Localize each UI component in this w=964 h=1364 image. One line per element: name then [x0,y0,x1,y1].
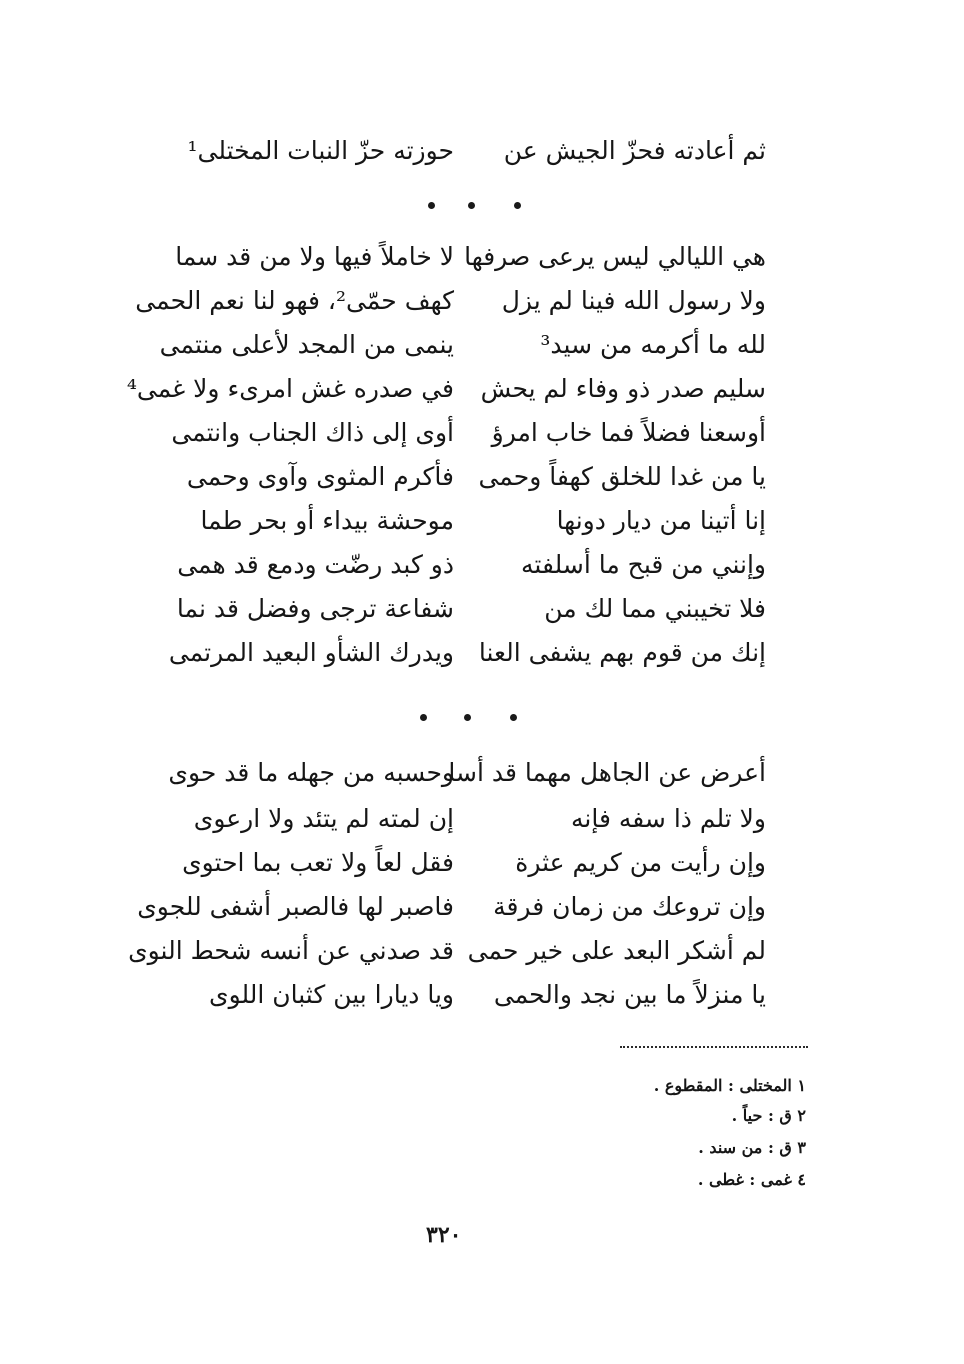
verse-right-hemistich: ولا تلم ذا سفه فإنه [571,804,766,833]
page-number: ٣٢٠ [426,1222,462,1248]
section-divider [400,710,560,726]
verse-right-hemistich: لله ما أكرمه من سيد³ [540,330,766,359]
opening-verse-right-hemistich: ثم أعادته فحزّ الجيش عن [503,136,766,165]
verse-right-hemistich: سليم صدر ذو وفاء لم يحش [480,374,766,403]
footnote: ٢ ق : حياً . [731,1106,806,1125]
verse-right-hemistich: إنك من قوم بهم يشفى العنا [478,638,766,667]
footnote: ٤ غمى : غطى . [697,1170,806,1189]
verse-right-hemistich: أوسعنا فضلاً فما خاب امرؤ [491,418,766,447]
divider-dot [464,714,471,721]
verse-right-hemistich: أعرض عن الجاهل مهما قد أسا [448,758,766,787]
verse-right-hemistich: إنا أتينا من ديار دونها [556,506,766,535]
verse-right-hemistich: ولا رسول الله فينا لم يزل [501,286,766,315]
section-divider [400,198,560,214]
verse-right-hemistich: وإن تروعك من زمان فرقة [493,892,766,921]
footnote-separator [620,1046,808,1048]
verse-left-hemistich: فقل لعاً ولا تعب بما احتوى [182,848,454,877]
divider-dot [468,202,475,209]
verse-left-hemistich: شفاعة ترجى وفضل قد نما [176,594,454,623]
verse-left-hemistich: في صدره غش امرىء ولا غمى⁴ [126,374,454,403]
verse-left-hemistich: أوى إلى ذاك الجناب وانتمى [171,418,454,447]
opening-verse-left-hemistich: حوزته حزّ النبات المختلى¹ [187,136,454,165]
divider-dot [428,202,435,209]
verse-left-hemistich: إن لمته لم يتئد ولا ارعوى [193,804,454,833]
divider-dot [420,714,427,721]
verse-right-hemistich: لم أشكر البعد على خير حمى [467,936,766,965]
verse-left-hemistich: كهف حمّى²، فهو لنا نعم الحمى [135,286,454,315]
divider-dot [510,714,517,721]
divider-dot [514,202,521,209]
verse-left-hemistich: فأكرم المثوى وآوى وحمى [186,462,454,491]
verse-right-hemistich: وإن رأيت من كريم عثرة [515,848,766,877]
verse-left-hemistich: لا خاملاً فيها ولا من قد سما [175,242,454,271]
verse-left-hemistich: ينمى من المجد لأعلى منتمى [159,330,454,359]
verse-right-hemistich: وإنني من قبح ما أسلفته [521,550,766,579]
verse-left-hemistich: فاصبر لها فالصبر أشفى للجوى [137,892,454,921]
footnote: ١ المختلى : المقطوع . [653,1076,806,1095]
verse-right-hemistich: يا من غدا للخلق كهفاً وحمى [478,462,766,491]
verse-left-hemistich: ويدرك الشأو البعيد المرتمى [168,638,454,667]
verse-right-hemistich: يا منزلاً ما بين نجد والحمى [493,980,766,1009]
verse-left-hemistich: ويا ديارا بين كثبان اللوى [209,980,454,1009]
verse-left-hemistich: موحشة بيداء أو بحر طما [200,506,454,535]
verse-left-hemistich: قد صدني عن أنسه شحط النوى [128,936,454,965]
verse-right-hemistich: فلا تخيبني مما لك من [544,594,766,623]
verse-left-hemistich: وحسبه من جهله ما قد حوى [168,758,454,787]
verse-right-hemistich: هي الليالي ليس يرعى صرفها [464,242,766,271]
verse-left-hemistich: ذو كبد رضّت ودمع قد همى [177,550,454,579]
footnote: ٣ ق : من سند . [698,1138,806,1157]
